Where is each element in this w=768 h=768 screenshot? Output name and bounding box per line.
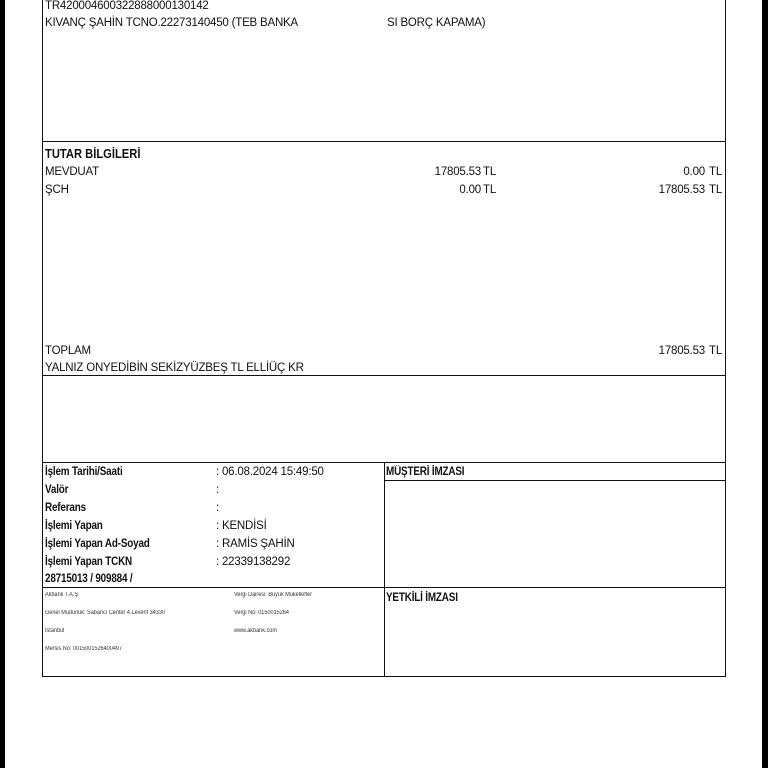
field-label-valor: Valör <box>45 484 69 496</box>
amount-row-credit-currency: TL <box>709 166 723 178</box>
field-value-valor: : <box>216 484 219 496</box>
footer-tax-office: Vergi Dairesi: Büyük Mükellefler <box>234 592 312 598</box>
amount-row-label: MEVDUAT <box>45 166 99 178</box>
amount-in-words: YALNIZ ONYEDİBİN SEKİZYÜZBEŞ TL ELLİÜÇ KR <box>45 362 304 374</box>
total-currency: TL <box>709 345 723 357</box>
recipient-suffix-text: SI BORÇ KAPAMA) <box>387 17 486 29</box>
footer-city: İstanbul <box>45 628 65 634</box>
receipt-page <box>5 0 762 768</box>
amount-row-debit: 17805.53 <box>434 166 481 178</box>
amount-row-credit: 17805.53 <box>658 184 705 196</box>
field-value-performer-tckn: : 22339138292 <box>216 556 291 568</box>
amount-row-credit-currency: TL <box>709 184 723 196</box>
divider-top <box>42 141 726 142</box>
right-border <box>725 0 726 677</box>
total-label: TOPLAM <box>45 345 91 357</box>
divider-amounts <box>42 375 726 376</box>
footer-tax-number: Vergi No: 0150015264 <box>234 610 289 616</box>
amount-row-label: ŞCH <box>45 184 69 196</box>
field-value-performer-name: : RAMİS ŞAHİN <box>216 538 295 550</box>
amount-row-credit: 0.00 <box>683 166 705 178</box>
field-value-reference: : <box>216 502 219 514</box>
reference-code: 28715013 / 909884 / <box>45 573 133 585</box>
amount-row-debit-currency: TL <box>483 166 497 178</box>
authorized-signature-label: YETKİLİ İMZASI <box>386 592 458 604</box>
field-label-performer-tckn: İşlemi Yapan TCKN <box>45 556 133 568</box>
amounts-title: TUTAR BİLGİLERİ <box>45 146 141 161</box>
total-value: 17805.53 <box>658 345 705 357</box>
footer-mersis: Mersis No: 0015001526400497 <box>45 646 123 652</box>
iban-text: TR420004600322888000130142 <box>45 0 209 12</box>
field-label-performer-name: İşlemi Yapan Ad-Soyad <box>45 538 150 550</box>
field-value-performer: : KENDİSİ <box>216 520 267 532</box>
amount-row-debit: 0.00 <box>459 184 481 196</box>
field-label-date: İşlem Tarihi/Saati <box>45 466 123 478</box>
signature-column-divider <box>384 462 385 677</box>
amount-row-debit-currency: TL <box>483 184 497 196</box>
divider-customer-sig <box>384 480 726 481</box>
customer-signature-label: MÜŞTERİ İMZASI <box>386 466 465 478</box>
left-border <box>42 0 43 677</box>
footer-website: www.akbank.com <box>234 628 277 634</box>
footer-head-office: Genel Müdürlük: Sabancı Center 4.Levent 34330 <box>45 610 165 616</box>
field-label-performer: İşlemi Yapan <box>45 520 103 532</box>
footer-bank-name: Akbank T.A.Ş. <box>45 592 80 598</box>
recipient-text: KIVANÇ ŞAHİN TCNO.22273140450 (TEB BANKA <box>45 17 298 29</box>
field-label-reference: Referans <box>45 502 86 514</box>
field-value-date: : 06.08.2024 15:49:50 <box>216 466 324 478</box>
